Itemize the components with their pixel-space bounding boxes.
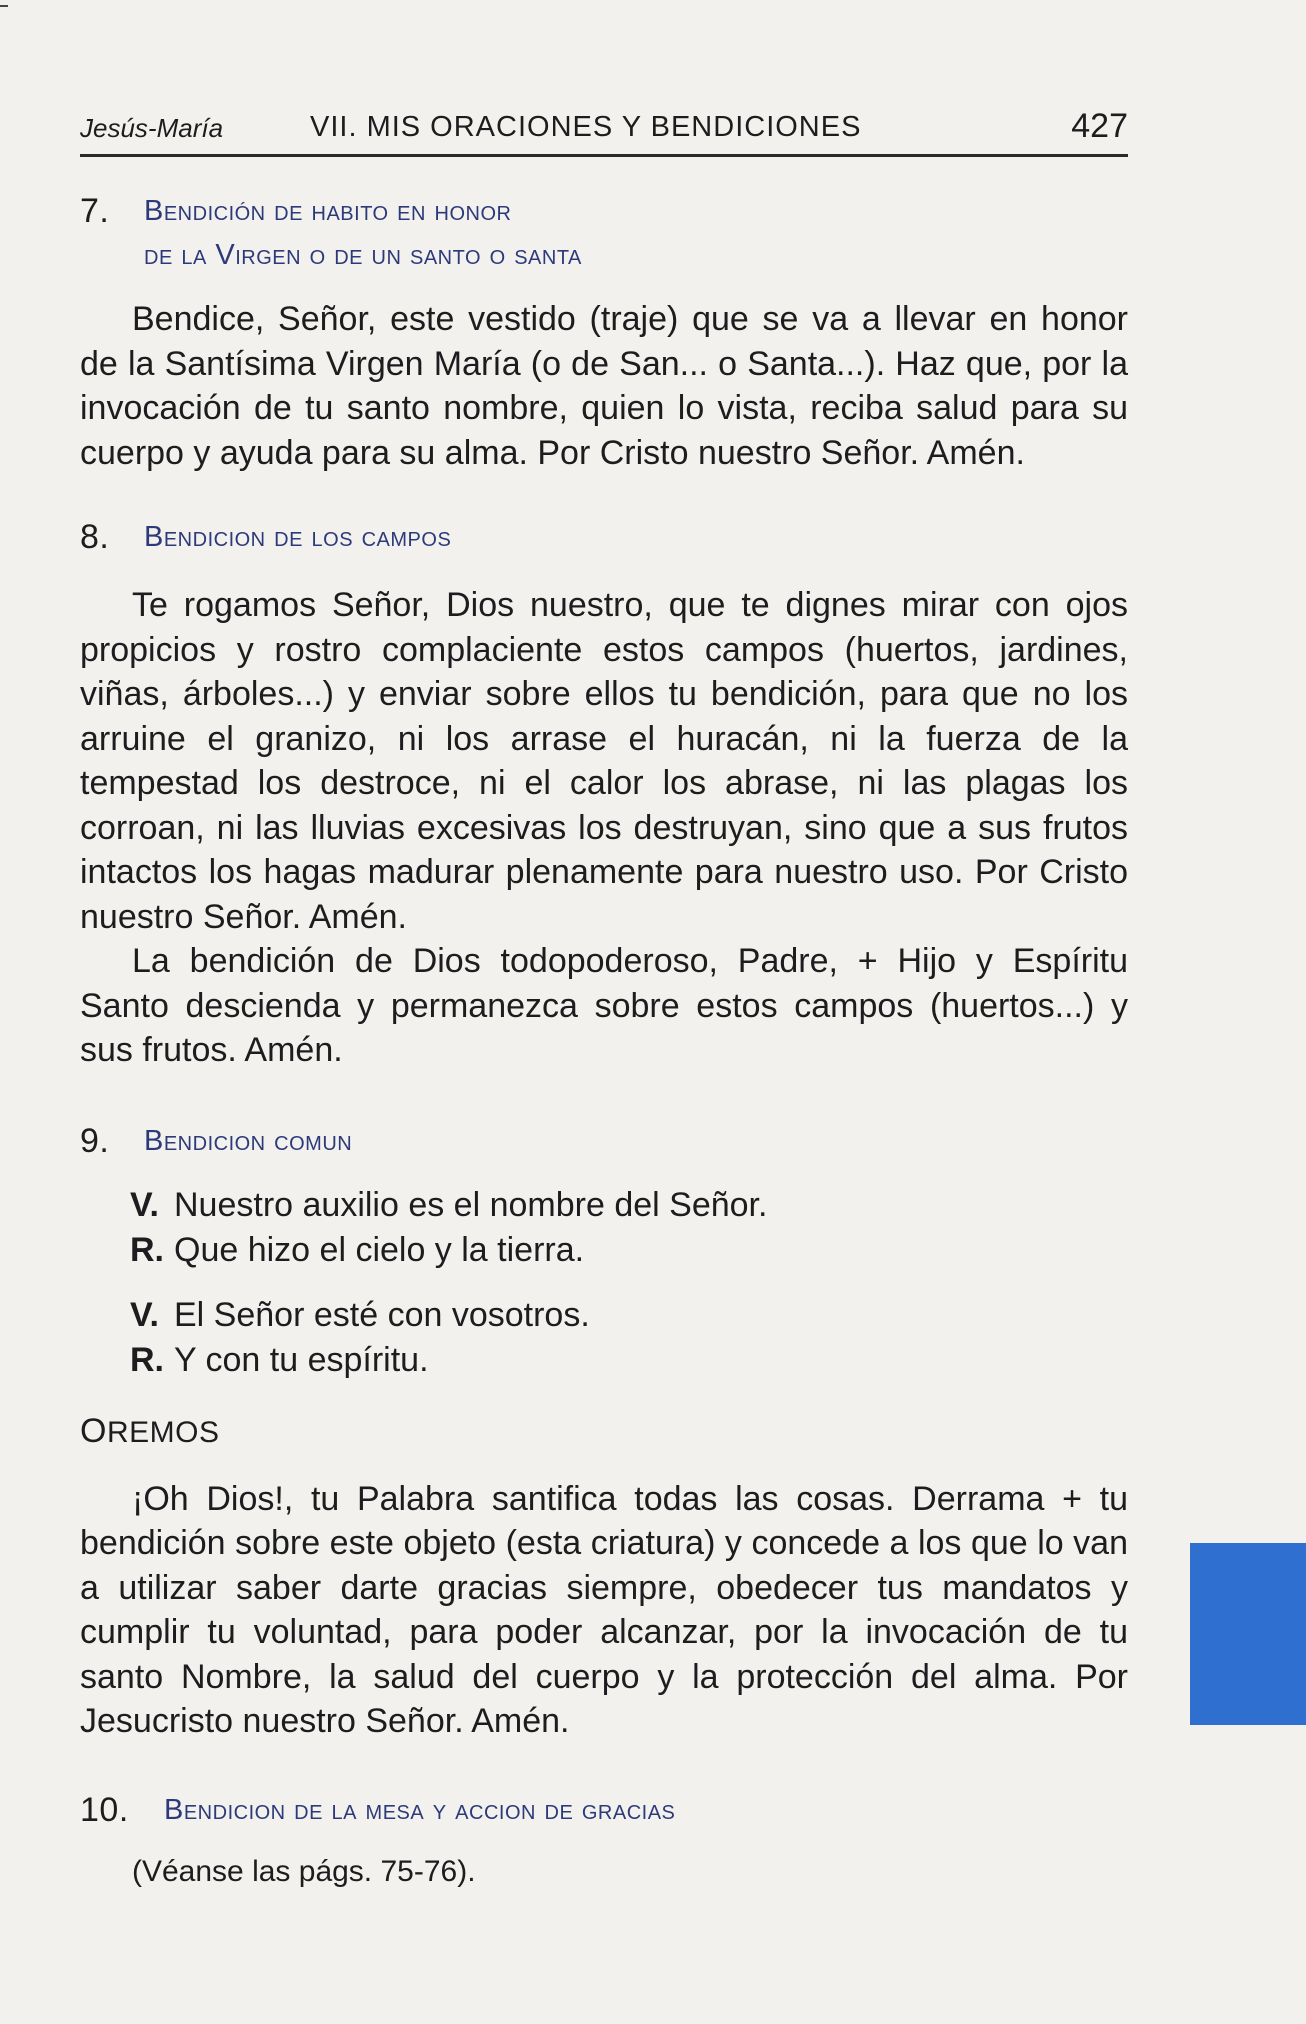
section-7-heading [80, 189, 1128, 277]
corner-mark [0, 5, 8, 7]
oremos-heading [80, 1409, 1128, 1455]
section-7-paragraph: Bendice, Señor, este vestido (traje) que se va a llevar en honor de la Santísima Virgen María (o de San... o Santa...). Haz que, por la invocación de tu santo nombre, quien lo vista, reciba salud para su cuerpo y ayuda para su alma. Por Cristo nuestro Señor. Amén. [80, 300, 1128, 472]
versicle-line [130, 1183, 1128, 1228]
oremos-rest: REMOS [106, 1415, 220, 1449]
section-8-paragraph-1: Te rogamos Señor, Dios nuestro, que te dignes mirar con ojos propicios y rostro complaciente estos campos (huertos, jardines, viñas, árboles...) y enviar sobre ellos tu bendición, para que no los arruine el granizo, ni los arrase el huracán, ni la fuerza de la tempestad los destroce, ni el calor los abrase, ni las plagas los corroan, ni las lluvias excesivas los destruyan, sino que a sus frutos intactos los hagas madurar plenamente para nuestro uso. Por Cristo nuestro Señor. Amén. [80, 586, 1128, 936]
versicle-text: El Señor esté con vosotros. [174, 1295, 590, 1334]
page-number: 427 [1071, 107, 1128, 145]
section-8-title: Bendicion de los campos [144, 521, 452, 553]
section-number: 10. [80, 1790, 129, 1829]
response-mark: R. [130, 1230, 164, 1269]
versicle-line [130, 1293, 1128, 1338]
chapter-title: VII. MIS ORACIONES Y BENDICIONES [310, 111, 862, 143]
section-9-heading [80, 1119, 1128, 1163]
cross-reference-note: (Véanse las págs. 75-76). [132, 1854, 476, 1888]
section-7-title-line2: de la Virgen o de un santo o santa [144, 239, 582, 271]
response-text: Que hizo el cielo y la tierra. [174, 1230, 585, 1269]
versicle-mark: V. [130, 1185, 160, 1224]
versicle-mark: V. [130, 1295, 160, 1334]
section-number: 7. [80, 192, 110, 230]
section-number: 9. [80, 1121, 110, 1160]
section-8-paragraph-2: La bendición de Dios todopoderoso, Padre, + Hijo y Espíritu Santo descienda y permanezca sobre estos campos (huertos...) y sus frutos. Amén. [80, 942, 1128, 1069]
running-head [80, 100, 1128, 157]
versicle-pair [130, 1183, 1128, 1273]
response-text: Y con tu espíritu. [174, 1340, 429, 1379]
oremos-initial: O [80, 1411, 107, 1450]
header-left: Jesús-María [80, 113, 224, 143]
response-line [130, 1228, 1128, 1273]
section-10-heading [80, 1788, 1128, 1832]
response-mark: R. [130, 1340, 164, 1379]
versicle-pair [130, 1293, 1128, 1383]
section-7-title-line1: Bendición de habito en honor [144, 195, 512, 227]
section-9-paragraph: ¡Oh Dios!, tu Palabra santifica todas las cosas. Derrama + tu bendición sobre este objeto (esta criatura) y concede a los que lo van a utilizar saber darte gracias siempre, obedecer tus mandatos y cumplir tu voluntad, para poder alcanzar, por la invocación de tu santo Nombre, la salud del cuerpo y la protección del alma. Por Jesucristo nuestro Señor. Amén. [80, 1479, 1128, 1740]
section-9-title: Bendicion comun [144, 1124, 353, 1157]
response-line [130, 1338, 1128, 1383]
section-8-heading [80, 515, 1128, 559]
thumb-index-tab [1190, 1543, 1306, 1725]
versicles [80, 1183, 1128, 1383]
versicle-text: Nuestro auxilio es el nombre del Señor. [174, 1185, 768, 1224]
section-10-title: Bendicion de la mesa y accion de gracias [164, 1793, 676, 1826]
book-page [80, 100, 1128, 1894]
section-number: 8. [80, 518, 110, 556]
